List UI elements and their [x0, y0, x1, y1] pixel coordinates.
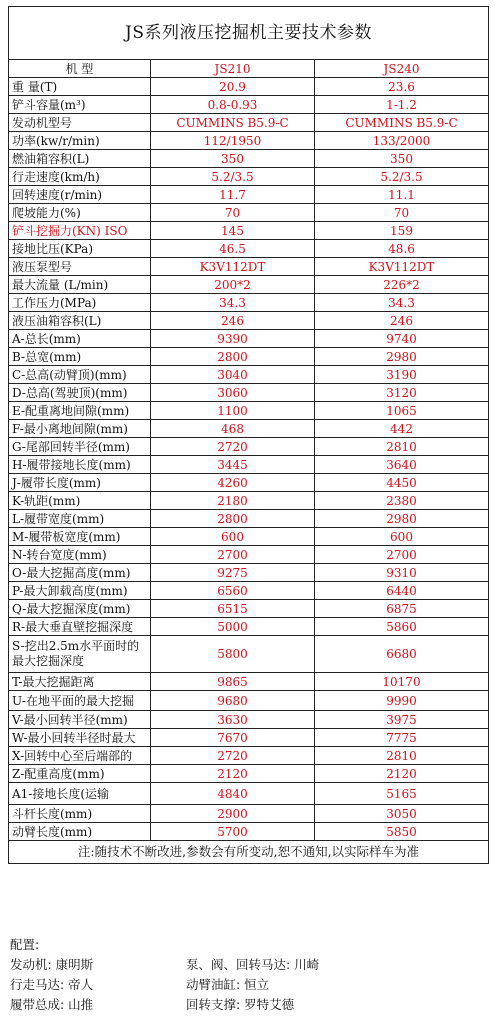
spec-value-js210: 9275 — [151, 564, 315, 582]
spec-label: 最大流量 (L/min) — [9, 276, 151, 294]
spec-value-js240: 3120 — [315, 384, 489, 402]
spec-value-js210: 3445 — [151, 456, 315, 474]
spec-value-js210: 70 — [151, 204, 315, 222]
spec-row — [9, 312, 489, 330]
spec-label: N-转台宽度(mm) — [9, 546, 151, 564]
spec-value-js210: K3V112DT — [151, 258, 315, 276]
spec-value-js210: 6560 — [151, 582, 315, 600]
spec-row — [9, 582, 489, 600]
config-engine: 发动机: 康明斯 — [10, 957, 94, 972]
spec-label: P-最大卸载高度(mm) — [9, 582, 151, 600]
spec-value-js240: 3050 — [315, 805, 489, 823]
spec-label: Q-最大挖掘深度(mm) — [9, 600, 151, 618]
spec-value-js210: 145 — [151, 222, 315, 240]
config-boom-cylinder: 动臂油缸: 恒立 — [186, 977, 270, 992]
spec-value-js240: 6440 — [315, 582, 489, 600]
spec-label: 燃油箱容积(L) — [9, 150, 151, 168]
spec-table — [8, 6, 489, 864]
spec-value-js240: K3V112DT — [315, 258, 489, 276]
spec-row — [9, 78, 489, 96]
spec-sheet — [8, 6, 488, 864]
spec-label: 功率(kw/r/min) — [9, 132, 151, 150]
spec-label: J-履带长度(mm) — [9, 474, 151, 492]
page-title: JS系列液压挖掘机主要技术参数 — [9, 7, 489, 60]
spec-value-js210: 2800 — [151, 510, 315, 528]
spec-value-js240: 5165 — [315, 783, 489, 805]
spec-value-js240: 2810 — [315, 438, 489, 456]
spec-value-js210: 2720 — [151, 747, 315, 765]
spec-label: 行走速度(km/h) — [9, 168, 151, 186]
spec-row — [9, 691, 489, 711]
spec-value-js240: 10170 — [315, 673, 489, 691]
spec-row — [9, 673, 489, 691]
spec-label: 回转速度(r/min) — [9, 186, 151, 204]
spec-value-js210: 6515 — [151, 600, 315, 618]
spec-row — [9, 240, 489, 258]
config-row — [10, 975, 480, 995]
model-js210: JS210 — [151, 60, 315, 78]
spec-value-js210: 34.3 — [151, 294, 315, 312]
spec-label: 铲斗容量(m³) — [9, 96, 151, 114]
spec-value-js240: 2810 — [315, 747, 489, 765]
spec-value-js210: 2720 — [151, 438, 315, 456]
spec-row — [9, 510, 489, 528]
spec-value-js240: CUMMINS B5.9-C — [315, 114, 489, 132]
spec-value-js210: 5000 — [151, 618, 315, 636]
spec-value-js240: 1-1.2 — [315, 96, 489, 114]
spec-label: Z-配重高度(mm) — [9, 765, 151, 783]
spec-label: D-总高(驾驶顶)(mm) — [9, 384, 151, 402]
spec-value-js210: 3060 — [151, 384, 315, 402]
spec-label: R-最大垂直壁挖掘深度 — [9, 618, 151, 636]
model-header-label: 机 型 — [9, 60, 151, 78]
config-row — [10, 955, 480, 975]
spec-value-js210: 246 — [151, 312, 315, 330]
spec-value-js210: 2800 — [151, 348, 315, 366]
spec-value-js210: 2120 — [151, 765, 315, 783]
spec-label: O-最大挖掘高度(mm) — [9, 564, 151, 582]
spec-label: C-总高(动臂顶)(mm) — [9, 366, 151, 384]
spec-value-js240: 9310 — [315, 564, 489, 582]
spec-value-js240: 3640 — [315, 456, 489, 474]
spec-row — [9, 564, 489, 582]
spec-row — [9, 492, 489, 510]
spec-value-js210: 3040 — [151, 366, 315, 384]
spec-label: A-总长(mm) — [9, 330, 151, 348]
spec-value-js240: 2380 — [315, 492, 489, 510]
spec-value-js240: 2120 — [315, 765, 489, 783]
spec-value-js240: 7775 — [315, 729, 489, 747]
spec-label: H-履带接地长度(mm) — [9, 456, 151, 474]
spec-value-js240: 3190 — [315, 366, 489, 384]
spec-value-js240: 9990 — [315, 691, 489, 711]
note-row — [9, 841, 489, 864]
spec-row — [9, 765, 489, 783]
spec-label: W-最小回转半径时最大 — [9, 729, 151, 747]
spec-label: S-挖出2.5m水平面时的最大挖掘深度 — [9, 636, 151, 673]
spec-row — [9, 330, 489, 348]
spec-row — [9, 636, 489, 673]
spec-value-js240: 2700 — [315, 546, 489, 564]
spec-label: A1-接地长度(运输 — [9, 783, 151, 805]
spec-row — [9, 528, 489, 546]
spec-row — [9, 294, 489, 312]
spec-value-js240: 23.6 — [315, 78, 489, 96]
spec-value-js240: 6680 — [315, 636, 489, 673]
spec-value-js210: 2900 — [151, 805, 315, 823]
title-row — [9, 7, 489, 60]
spec-value-js240: 11.1 — [315, 186, 489, 204]
footnote: 注:随技术不断改进,参数会有所变动,恕不通知,以实际样车为准 — [9, 841, 489, 864]
spec-value-js240: 70 — [315, 204, 489, 222]
spec-row — [9, 456, 489, 474]
spec-row — [9, 474, 489, 492]
spec-label: M-履带板宽度(mm) — [9, 528, 151, 546]
spec-row — [9, 546, 489, 564]
config-slewing-bearing: 回转支撑: 罗特艾德 — [186, 997, 295, 1012]
spec-label: E-配重离地间隙(mm) — [9, 402, 151, 420]
spec-value-js240: 5850 — [315, 823, 489, 841]
spec-value-js210: 1100 — [151, 402, 315, 420]
spec-value-js240: 133/2000 — [315, 132, 489, 150]
spec-label: K-轨距(mm) — [9, 492, 151, 510]
spec-label: 工作压力(MPa) — [9, 294, 151, 312]
spec-row — [9, 420, 489, 438]
spec-value-js210: 4840 — [151, 783, 315, 805]
spec-value-js210: 2700 — [151, 546, 315, 564]
spec-row — [9, 729, 489, 747]
spec-row — [9, 805, 489, 823]
spec-value-js240: 6875 — [315, 600, 489, 618]
spec-row — [9, 783, 489, 805]
spec-row — [9, 747, 489, 765]
spec-label: F-最小离地间隙(mm) — [9, 420, 151, 438]
spec-label: 重 量(T) — [9, 78, 151, 96]
spec-label: 液压泵型号 — [9, 258, 151, 276]
spec-row — [9, 823, 489, 841]
spec-value-js240: 9740 — [315, 330, 489, 348]
spec-row — [9, 114, 489, 132]
spec-label: B-总宽(mm) — [9, 348, 151, 366]
spec-row — [9, 366, 489, 384]
spec-value-js240: 2980 — [315, 510, 489, 528]
spec-label: X-回转中心至后端部的 — [9, 747, 151, 765]
spec-label: T-最大挖掘距离 — [9, 673, 151, 691]
spec-value-js210: 2180 — [151, 492, 315, 510]
spec-value-js210: 468 — [151, 420, 315, 438]
config-row — [10, 995, 480, 1015]
spec-value-js240: 350 — [315, 150, 489, 168]
spec-label: 发动机型号 — [9, 114, 151, 132]
spec-value-js210: CUMMINS B5.9-C — [151, 114, 315, 132]
spec-label: L-履带宽度(mm) — [9, 510, 151, 528]
spec-label: U-在地平面的最大挖掘 — [9, 691, 151, 711]
spec-value-js210: 7670 — [151, 729, 315, 747]
spec-value-js210: 46.5 — [151, 240, 315, 258]
spec-value-js240: 1065 — [315, 402, 489, 420]
spec-value-js240: 226*2 — [315, 276, 489, 294]
spec-value-js240: 246 — [315, 312, 489, 330]
spec-value-js210: 5700 — [151, 823, 315, 841]
configuration-section — [10, 935, 480, 1015]
spec-row — [9, 600, 489, 618]
spec-value-js210: 4260 — [151, 474, 315, 492]
spec-value-js210: 9390 — [151, 330, 315, 348]
spec-row — [9, 402, 489, 420]
spec-value-js240: 48.6 — [315, 240, 489, 258]
spec-row — [9, 150, 489, 168]
spec-label: 接地比压(KPa) — [9, 240, 151, 258]
spec-value-js240: 4450 — [315, 474, 489, 492]
spec-row — [9, 132, 489, 150]
spec-label: G-尾部回转半径(mm) — [9, 438, 151, 456]
spec-value-js210: 600 — [151, 528, 315, 546]
spec-row — [9, 276, 489, 294]
spec-row — [9, 222, 489, 240]
spec-value-js240: 5.2/3.5 — [315, 168, 489, 186]
spec-value-js210: 9680 — [151, 691, 315, 711]
spec-row — [9, 168, 489, 186]
spec-label: 爬坡能力(%) — [9, 204, 151, 222]
spec-value-js240: 159 — [315, 222, 489, 240]
spec-value-js240: 2980 — [315, 348, 489, 366]
spec-value-js210: 11.7 — [151, 186, 315, 204]
spec-label: V-最小回转半径(mm) — [9, 711, 151, 729]
spec-row — [9, 711, 489, 729]
spec-label: 铲斗挖掘力(KN) ISO — [9, 222, 151, 240]
spec-value-js210: 112/1950 — [151, 132, 315, 150]
spec-row — [9, 348, 489, 366]
spec-row — [9, 258, 489, 276]
spec-value-js240: 34.3 — [315, 294, 489, 312]
spec-value-js210: 350 — [151, 150, 315, 168]
config-title: 配置: — [10, 937, 40, 952]
model-js240: JS240 — [315, 60, 489, 78]
spec-row — [9, 96, 489, 114]
spec-value-js210: 200*2 — [151, 276, 315, 294]
spec-label: 液压油箱容积(L) — [9, 312, 151, 330]
spec-value-js210: 5800 — [151, 636, 315, 673]
spec-value-js240: 5860 — [315, 618, 489, 636]
spec-value-js210: 20.9 — [151, 78, 315, 96]
spec-row — [9, 438, 489, 456]
spec-value-js210: 5.2/3.5 — [151, 168, 315, 186]
spec-value-js210: 0.8-0.93 — [151, 96, 315, 114]
spec-value-js240: 600 — [315, 528, 489, 546]
spec-label: 动臂长度(mm) — [9, 823, 151, 841]
spec-value-js240: 442 — [315, 420, 489, 438]
spec-row — [9, 204, 489, 222]
config-travel-motor: 行走马达: 帝人 — [10, 977, 94, 992]
spec-value-js240: 3975 — [315, 711, 489, 729]
spec-row — [9, 384, 489, 402]
spec-row — [9, 618, 489, 636]
spec-label: 斗杆长度(mm) — [9, 805, 151, 823]
config-pump-valve: 泵、阀、回转马达: 川崎 — [186, 957, 320, 972]
spec-value-js210: 9865 — [151, 673, 315, 691]
spec-value-js210: 3630 — [151, 711, 315, 729]
spec-row — [9, 186, 489, 204]
config-track-assembly: 履带总成: 山推 — [10, 997, 94, 1012]
model-header-row — [9, 60, 489, 78]
